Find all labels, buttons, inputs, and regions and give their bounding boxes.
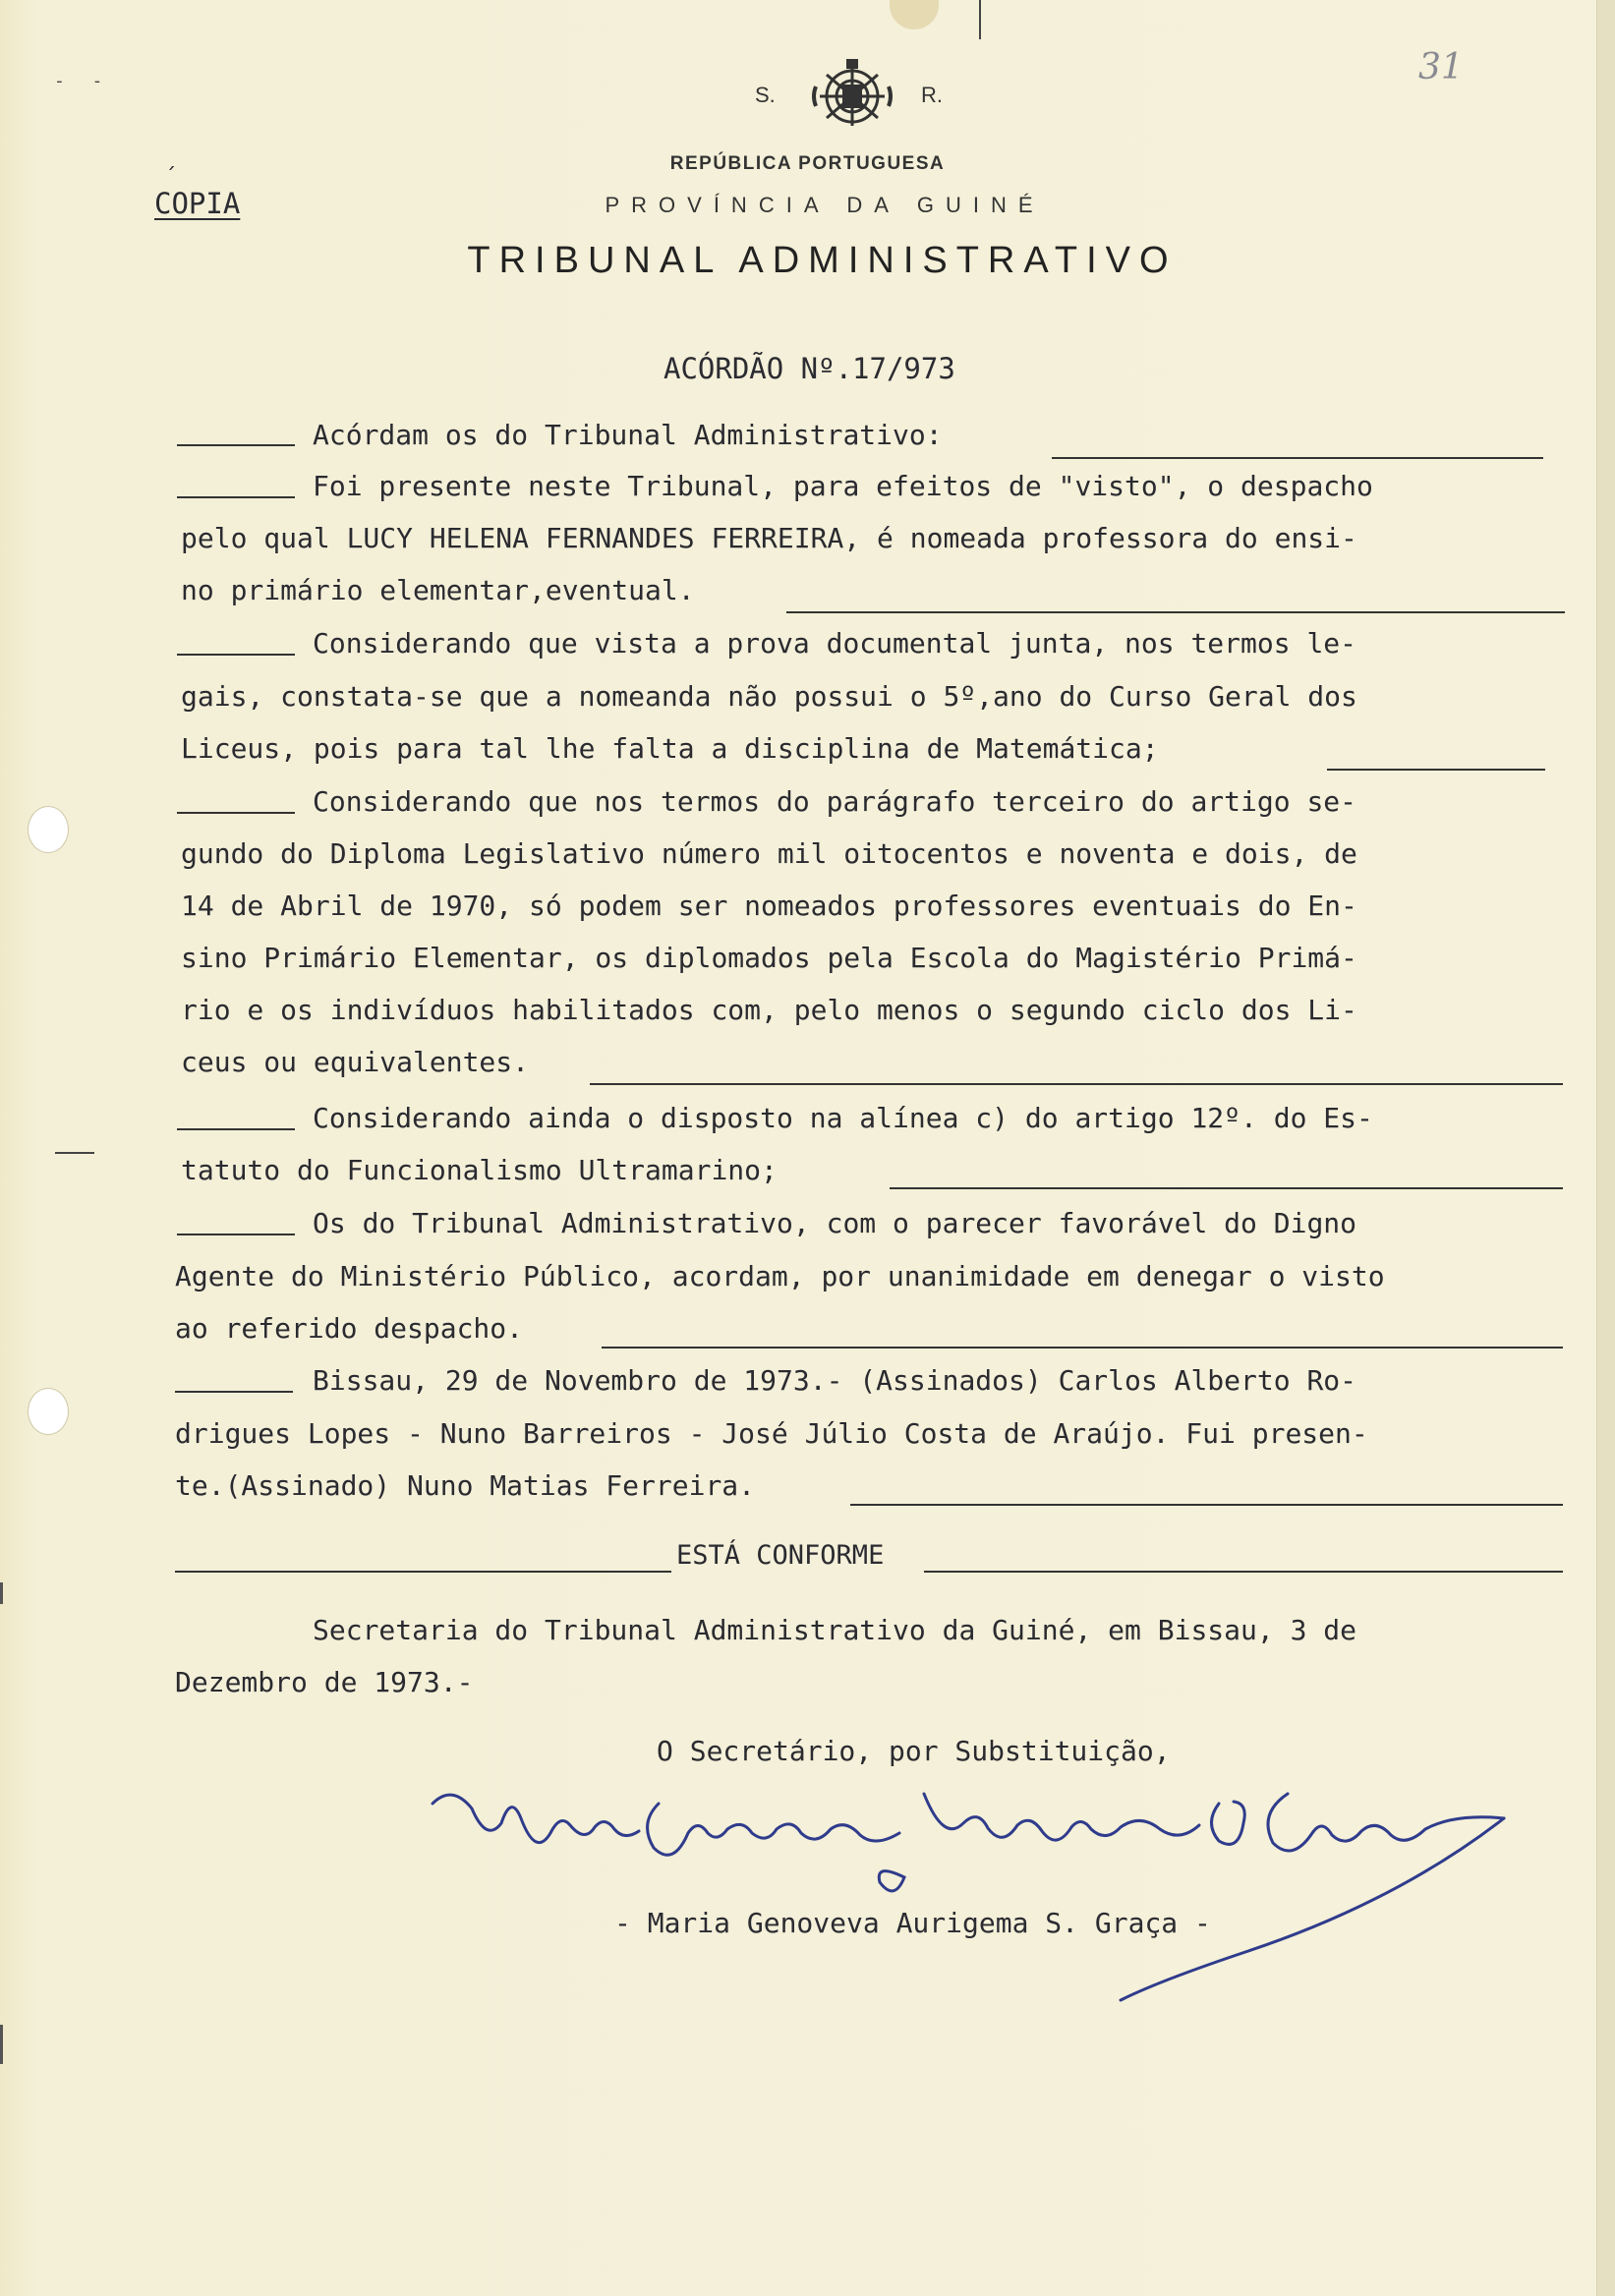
text-line: gais, constata-se que a nomeanda não possui o 5º,ano do Curso Geral dos (181, 680, 1357, 713)
text-line: drigues Lopes - Nuno Barreiros - José Júlio Costa de Araújo. Fui presen- (175, 1417, 1368, 1450)
punch-hole (28, 1388, 69, 1435)
text-line: Os do Tribunal Administrativo, com o parecer favorável do Digno (313, 1207, 1357, 1239)
fill-rule (786, 611, 1565, 613)
conformity-label: ESTÁ CONFORME (676, 1540, 885, 1571)
fill-rule (590, 1083, 1563, 1085)
text-line: Foi presente neste Tribunal, para efeitos de "visto", o despacho (313, 470, 1373, 502)
text-line: Agente do Ministério Público, acordam, por unanimidade em denegar o visto (175, 1260, 1385, 1292)
sr-left: S. (755, 83, 776, 107)
text-line: Considerando que vista a prova documental junta, nos termos le- (313, 627, 1357, 660)
top-margin-line (979, 0, 981, 39)
text-line: Considerando que nos termos do parágrafo terceiro do artigo se- (313, 785, 1357, 818)
text-line: tatuto do Funcionalismo Ultramarino; (181, 1154, 778, 1186)
text-line: Considerando ainda o disposto na alínea c) do artigo 12º. do Es- (313, 1102, 1373, 1134)
closing-line: Dezembro de 1973.- (175, 1666, 474, 1698)
closing-line: Secretaria do Tribunal Administrativo da Guiné, em Bissau, 3 de (313, 1614, 1357, 1646)
fill-rule (602, 1347, 1563, 1349)
province-heading: PROVÍNCIA DA GUINÉ (605, 193, 1045, 217)
text-line: ao referido despacho. (175, 1312, 524, 1345)
copy-mark: COPIA (154, 187, 241, 220)
punch-hole (28, 806, 69, 853)
corner-marks: - - (54, 71, 105, 91)
fill-rule (1052, 457, 1543, 459)
fill-rule (175, 1571, 671, 1573)
edge-mark (0, 2025, 3, 2064)
fill-rule (850, 1504, 1563, 1506)
text-line: Liceus, pois para tal lhe falta a disciplina de Matemática; (181, 732, 1159, 765)
fill-rule (175, 1391, 293, 1393)
fill-rule (177, 1128, 295, 1130)
text-line: ceus ou equivalentes. (181, 1046, 530, 1078)
fill-rule (890, 1187, 1563, 1189)
coat-of-arms-icon (812, 57, 893, 132)
fill-rule (177, 654, 295, 656)
fill-rule (177, 444, 295, 446)
margin-mark (55, 1152, 94, 1154)
tribunal-title: TRIBUNAL ADMINISTRATIVO (467, 240, 1178, 281)
text-line: no primário elementar,eventual. (181, 574, 695, 606)
text-line: te.(Assinado) Nuno Matias Ferreira. (175, 1469, 756, 1502)
fill-rule (1327, 769, 1545, 771)
text-line: Acórdam os do Tribunal Administrativo: (313, 419, 943, 451)
decision-number: ACÓRDÃO Nº.17/973 (663, 352, 955, 385)
page-edge (1596, 0, 1615, 2296)
republic-heading: REPÚBLICA PORTUGUESA (669, 153, 946, 174)
sr-right: R. (921, 83, 943, 107)
text-line: sino Primário Elementar, os diplomados pela Escola do Magistério Primá- (181, 942, 1357, 974)
text-line: Bissau, 29 de Novembro de 1973.- (Assinados) Carlos Alberto Ro- (313, 1364, 1357, 1397)
copy-mark-accent: ´ (164, 165, 178, 190)
fill-rule (924, 1571, 1563, 1573)
fill-rule (177, 812, 295, 814)
text-line: rio e os indivíduos habilitados com, pelo menos o segundo ciclo dos Li- (181, 994, 1357, 1026)
signer-role: O Secretário, por Substituição, (657, 1735, 1171, 1767)
fill-rule (177, 1234, 295, 1235)
page-number: 31 (1418, 47, 1464, 87)
edge-mark (0, 1582, 3, 1604)
fill-rule (177, 496, 295, 498)
text-line: pelo qual LUCY HELENA FERNANDES FERREIRA, é nomeada professora do ensi- (181, 522, 1357, 554)
text-line: gundo do Diploma Legislativo número mil oitocentos e noventa e dois, de (181, 837, 1357, 870)
signatory-name: - Maria Genoveva Aurigema S. Graça - (614, 1907, 1211, 1939)
text-line: 14 de Abril de 1970, só podem ser nomeados professores eventuais do En- (181, 890, 1357, 922)
